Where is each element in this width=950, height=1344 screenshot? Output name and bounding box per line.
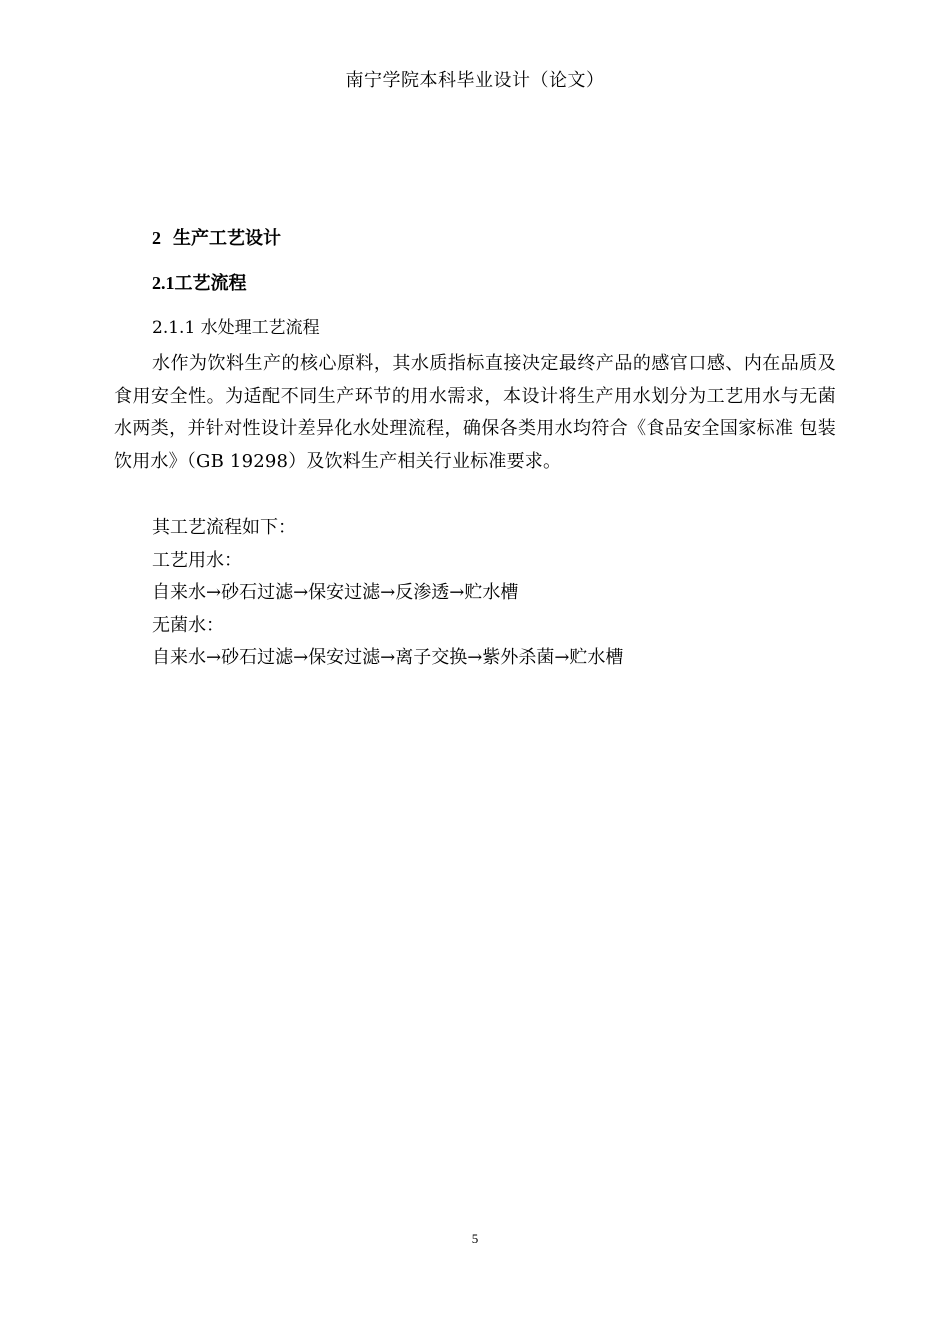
subsubsection-heading: 2.1.1 水处理工艺流程 xyxy=(152,318,320,338)
sterile-water-steps: 自来水→砂石过滤→保安过滤→离子交换→紫外杀菌→贮水槽 xyxy=(152,647,624,668)
section-number: 2 xyxy=(152,228,161,248)
subsection-heading xyxy=(114,269,836,298)
page-number: 5 xyxy=(471,1231,479,1246)
body-paragraph: 水作为饮料生产的核心原料，其水质指标直接决定最终产品的感官口感、内在品质及食用安全性。为适配不同生产环节的用水需求，本设计将生产用水划分为工艺用水与无菌水两类，并针对性设计差异化水处理流程，确保各类用水均符合《食品安全国家标准 包装饮用水》（GB 19298）及饮料生产相关行业标准要求。 xyxy=(114,353,836,472)
process-water-label: 工艺用水： xyxy=(152,549,242,571)
section-heading xyxy=(114,224,836,253)
process-water-steps: 自来水→砂石过滤→保安过滤→反渗透→贮水槽 xyxy=(152,582,519,603)
flow-intro: 其工艺流程如下： xyxy=(152,517,296,538)
sterile-water-label: 无菌水： xyxy=(152,614,224,636)
subsection-title: 工艺流程 xyxy=(174,273,247,294)
page-header: 南宁学院本科毕业设计（论文） xyxy=(345,70,605,91)
subsection-number: 2.1 xyxy=(152,273,175,293)
process-flow xyxy=(114,512,836,675)
page-body xyxy=(114,224,836,675)
section-title: 生产工艺设计 xyxy=(173,228,281,249)
